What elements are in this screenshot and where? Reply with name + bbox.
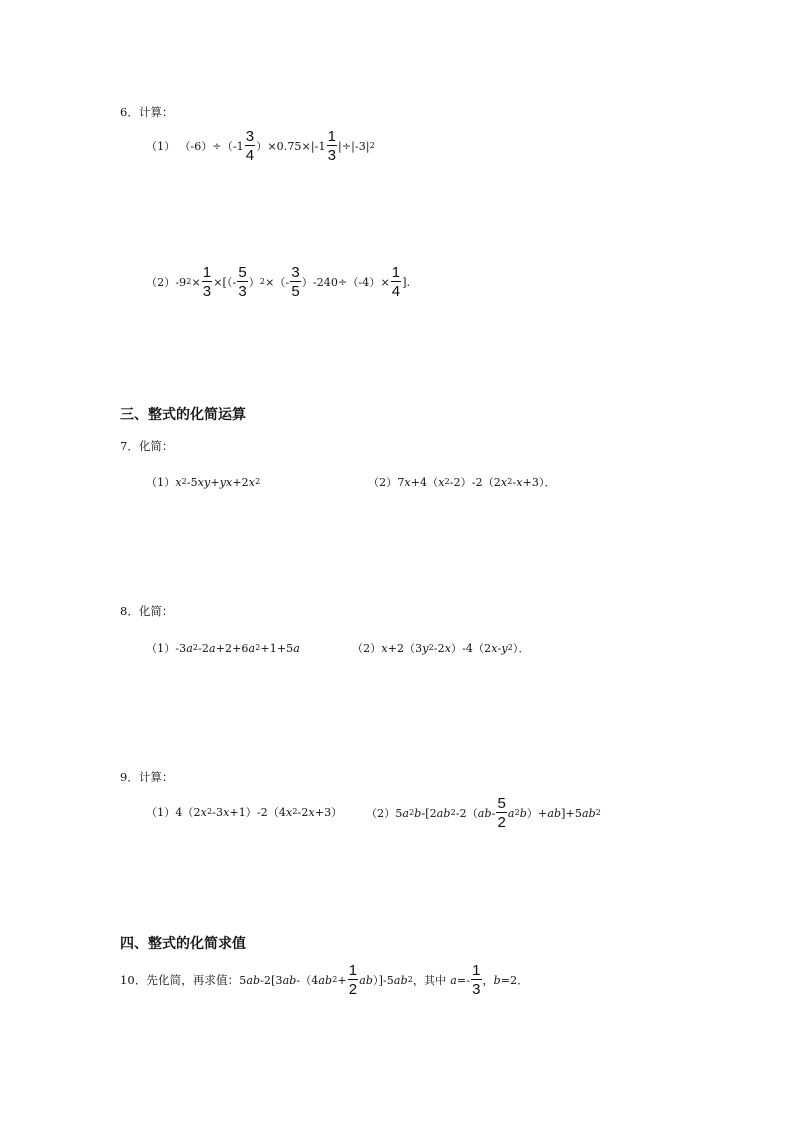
fraction: $\frac{3}{5}$ xyxy=(291,264,300,300)
q9-part2: （2） 5 a 2 b -[2 ab 2 -2（ ab - $\frac{5}{2}$ a 2 b ）+ ab ]+5 ab 2 xyxy=(366,795,601,831)
q6-part2: （2） -9 2 × $\frac{1}{3}$ ×[（- $\frac{5}{3}$ ） 2 ×（- $\frac{3}{5}$ ）-240÷（-4）× $\frac{1}{4}$ ]. xyxy=(146,264,411,300)
fraction: $\frac{1}{2}$ xyxy=(348,962,358,998)
q6-part1: （1） （-6）÷（-1 $\frac{3}{4}$ ）×0.75×|-1 $\frac{1}{3}$ |÷|-3| 2 xyxy=(146,128,375,164)
fraction: $\frac{1}{4}$ xyxy=(391,264,401,300)
section-heading: 三、整式的化简运算 xyxy=(120,407,246,423)
q8-part1: （1） -3 a 2 -2 a +2+6 a 2 +1+5 a xyxy=(146,641,300,655)
fraction: $\frac{1}{3}$ xyxy=(327,128,337,164)
section-heading: 四、整式的化简求值 xyxy=(120,936,246,952)
fraction: $\frac{3}{4}$ xyxy=(245,128,255,164)
fraction: $\frac{5}{2}$ xyxy=(497,795,506,831)
q9-part1: （1） 4（2 x 2 -3 x +1）-2（4 x 2 -2 x +3） xyxy=(146,805,343,819)
q10: 10．先化简，再求值： 5 ab -2[3 ab -（4 ab 2 + $\frac{1}{2}$ ab ）]-5 ab 2 ，其中 a =- $\frac{1}{3}$ ， b =2． xyxy=(120,962,529,998)
q7-part1: （1） x 2 -5 xy + yx +2 x 2 xyxy=(146,475,261,489)
q6-label: 6．计算： xyxy=(120,105,174,119)
fraction: $\frac{1}{3}$ xyxy=(202,264,212,300)
fraction: $\frac{1}{3}$ xyxy=(472,962,481,998)
q8-part2: （2） x +2（3 y 2 -2 x ）-4（2 x - y 2 ）． xyxy=(352,641,530,655)
q7-part2: （2） 7 x +4（ x 2 -2）-2（2 x 2 - x +3）． xyxy=(368,475,556,489)
q8-label: 8．化简： xyxy=(120,604,174,618)
q9-label: 9．计算： xyxy=(120,770,174,784)
fraction: $\frac{5}{3}$ xyxy=(238,264,247,300)
q7-label: 7．化简： xyxy=(120,439,174,453)
